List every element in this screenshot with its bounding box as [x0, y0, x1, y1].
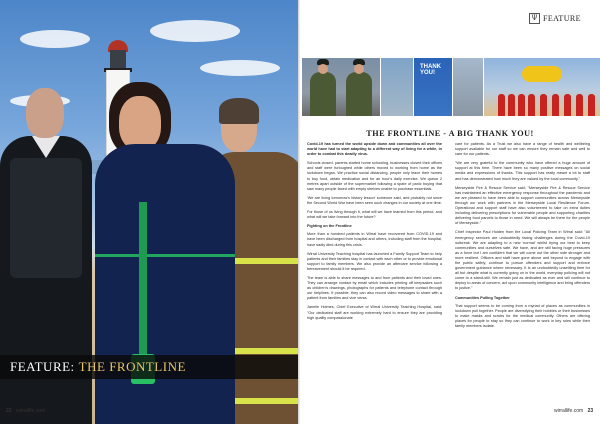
paragraph: Schools closed, parents started home schooling, businesses closed their offices and staff were furloughed while others moved to working from home as the lockdown began. We practice social distancing, people only leave their homes to buy food, obtain medication and for an hour's daily exercise. We queue 2 metres apart outside of the supermarket following a spate of panic buying that saw many people faced with empty shelves unable to purchase essentials.	[307, 161, 442, 191]
paragraph: Janelle Holmes, Chief Executive of Wirral University Teaching Hospital, said: "Our dedicated staff are working extremely hard to ensure they are providing high quality compassionate	[307, 305, 442, 320]
lead-paragraph: Covid-19 has turned the world upside down and communities all over the world have had to start adapting to a different way of living for a while, in order to combat this deadly virus.	[307, 142, 442, 157]
left-site: wirrallife.com	[15, 408, 46, 414]
paragraph: That support seems to be coming from a myriad of places as communities in lockdown pull together. People are diversifying their hobbies or their businesses to make masks and scrubs for the medical community. Others are offering places for people to stay so they can continue to work in key roles while their family members isolate.	[455, 303, 590, 328]
photo-crowd	[453, 58, 483, 116]
cloud	[200, 60, 280, 76]
cover-photo-page	[0, 0, 298, 424]
paragraph: Wirral University Teaching hospital has launched a Family Support Team to help patients and their families stay in contact with each other or to provide emotional support to family members. We also provide an aftercare service following a bereavement should it be required.	[307, 251, 442, 271]
paragraph: For those of us living through it, what will we have learned from this period, and what will we take forward into the future?	[307, 210, 442, 220]
photo-people	[381, 58, 413, 116]
paragraph: 'We are living tomorrow's history lesson' someone said, and probably not since the Second World War have been seen such changes in our society at one time.	[307, 195, 442, 205]
cloud	[150, 20, 240, 42]
feature-banner	[0, 355, 298, 379]
helicopter-icon	[522, 66, 562, 82]
feature-prefix: FEATURE:	[10, 359, 75, 374]
photo-strip	[302, 58, 600, 116]
subheading: Fighting on the Frontline	[307, 224, 352, 229]
feature-title: THE FRONTLINE	[78, 359, 186, 374]
paragraph: care for patients. As a Trust we also have a range of health and wellbeing support available for our staff so we can ensure they remain safe and well to care for our patients.	[455, 142, 590, 157]
article-column-left	[307, 142, 442, 325]
subheading: Communities Pulling Together	[455, 295, 510, 300]
article-title: THE FRONTLINE - A BIG THANK YOU!	[366, 129, 534, 138]
photo-soldiers	[302, 58, 380, 116]
left-footer	[6, 408, 45, 414]
article-column-right	[455, 142, 590, 333]
photo-firefighters	[484, 58, 600, 116]
section-label: FEATURE	[543, 14, 581, 23]
paragraph: The team is able to share messages to and from patients and their loved ones. They can arrange contact by email which includes printing off keepsakes such as children's drawings, photographs for patients and telephone contact through our helplines. If possible, they can also record video messages to share with a patient from families and vice versa.	[307, 275, 442, 301]
photo-thank-you-sign	[414, 58, 452, 116]
paragraph: Merseyside Fire & Rescue Service said; "Merseyside Fire & Rescue Service has maintained an effective emergency response throughout the pandemic and we are pleased to have been able to support communities across Merseyside through our work with partners in the Merseyside Local Resilience Forum. Operational and support staff have also volunteered to take on extra duties including delivering prescriptions for vulnerable people and supporting charities delivering food parcels to those in need. We will always be there for the people of Merseyside."	[455, 185, 590, 226]
left-page-number: 22	[6, 408, 12, 414]
paragraph: "We are very grateful to the community who have offered a huge amount of support at this time. There have been so many positive messages on social media and expressions of thanks. This support has really meant a lot to staff and has demonstrated how much they are valued by the local community."	[455, 161, 590, 181]
right-footer	[554, 408, 593, 414]
sign-text: THANK YOU!	[420, 64, 441, 76]
cloud	[20, 30, 90, 48]
article-page	[300, 0, 600, 424]
paragraph: More than a hundred patients in Wirral have recovered from COVID-19 and have been discharged from hospital and others, including staff from the hospital, have sadly died during this crisis.	[307, 232, 442, 247]
right-site: wirrallife.com	[554, 408, 584, 414]
magazine-logo-icon: Ψ	[529, 13, 540, 24]
paragraph: Chief Inspector Paul Holden from the Local Policing Team in Wirral said: "All emergency services are undoubtedly facing challenges during the Covid-19 outbreak. We are adapting to a new 'normal' whilst trying our best to keep communities and ourselves safe. We have, and are still facing huge pressures as a force but I am confident that we will come out the other side stronger and more resilient. Officers and staff have gone above and beyond to engage with the public safely, continue to pursue offenders and support and enforce government guidance where necessary. It is an undoubtedly unsettling time for all but despite what is currently going on in the world, everyday policing will not come to a stand-still. We remain just as dedicated as ever and will continue to deploy to areas of concern, act upon community intelligence and bring offenders to justice."	[455, 230, 590, 291]
right-page-number: 23	[587, 408, 594, 414]
